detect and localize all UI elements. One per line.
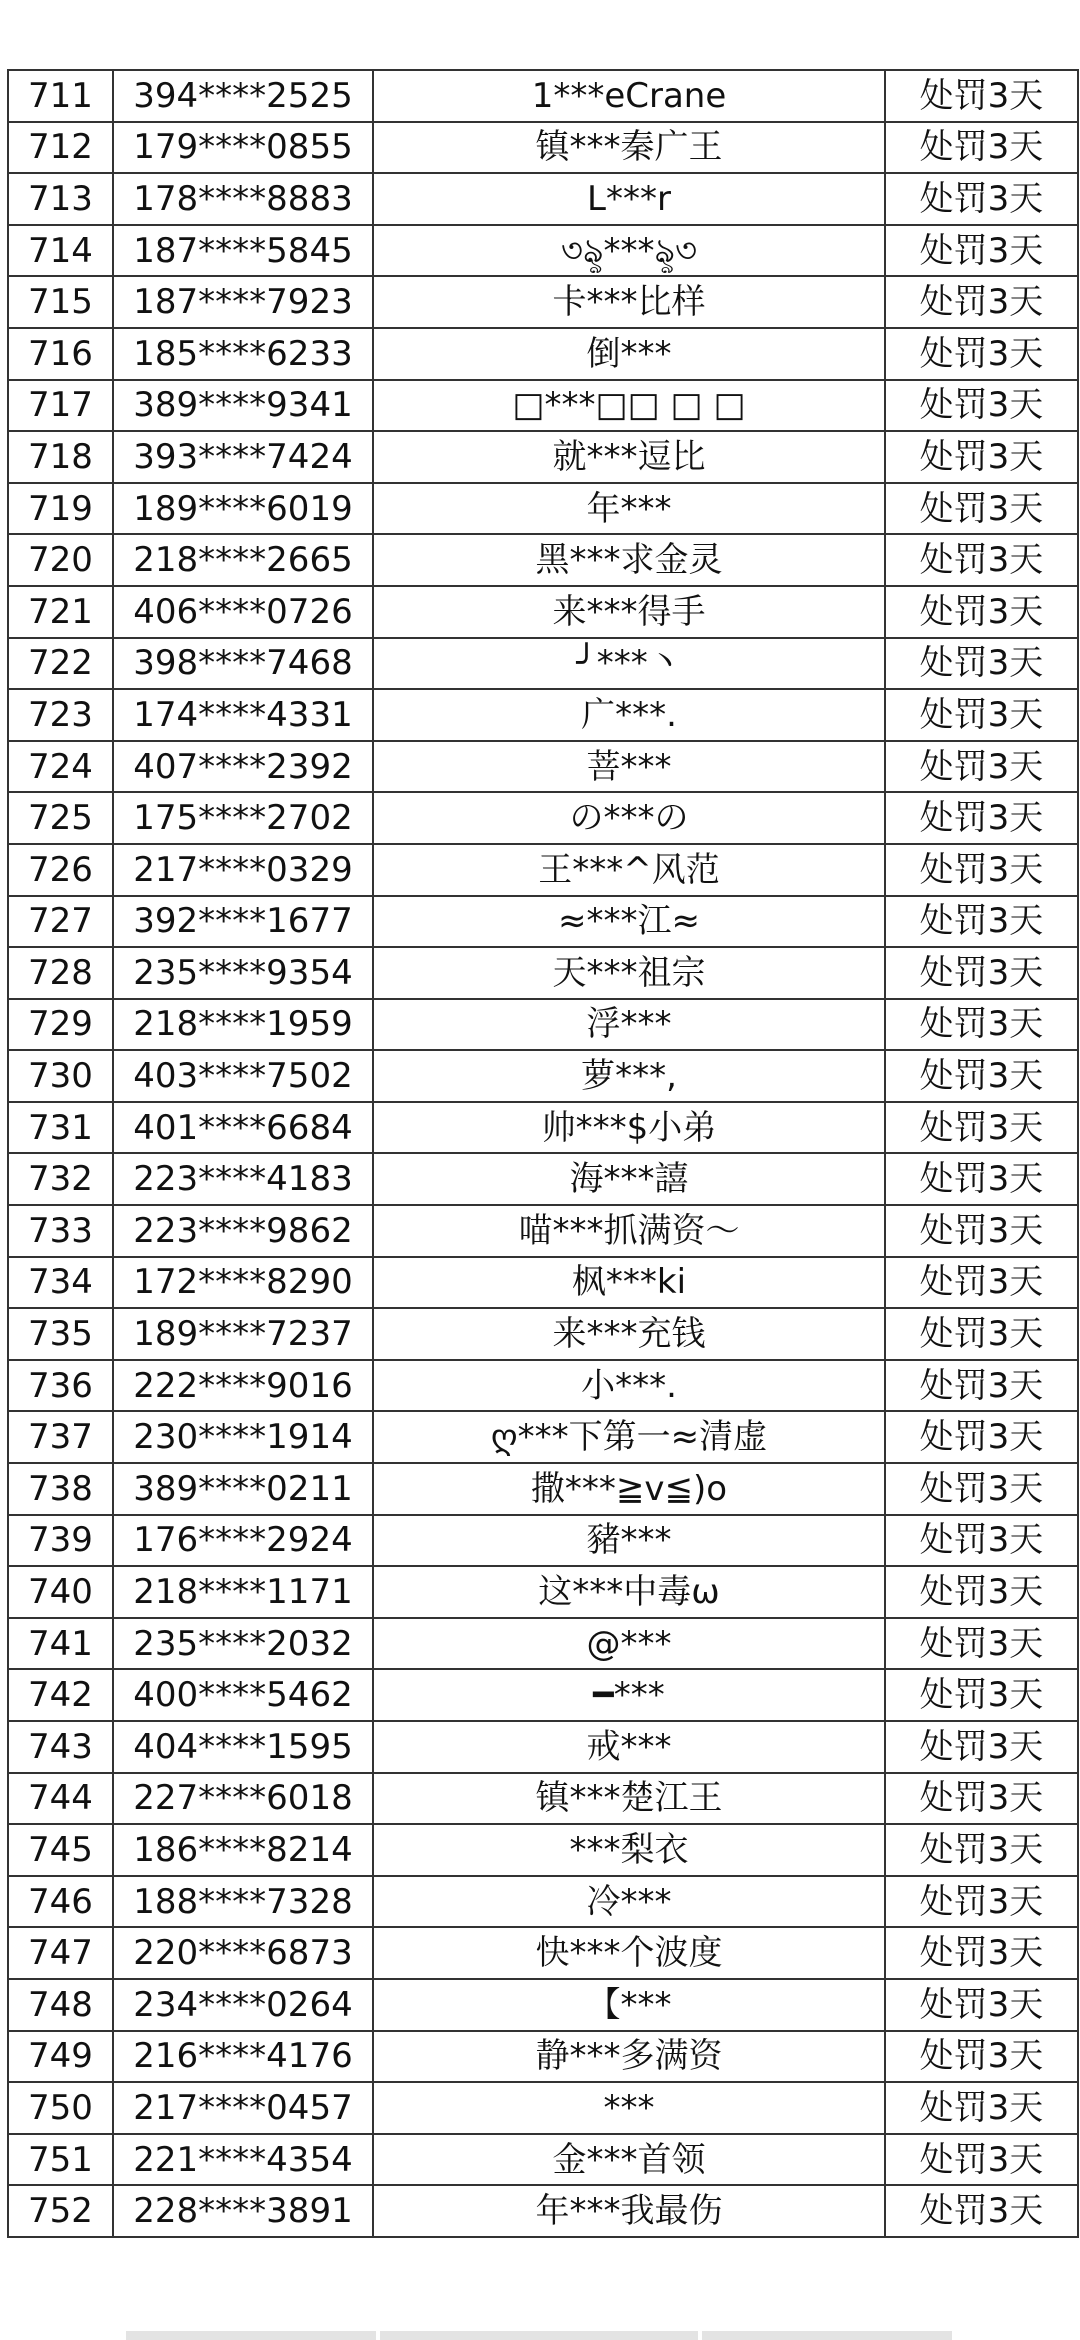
penalty-cell: 处罚3天 bbox=[885, 689, 1078, 741]
account-id-cell: 407****2392 bbox=[113, 741, 373, 793]
row-index-cell: 735 bbox=[8, 1308, 113, 1360]
account-id-cell: 187****5845 bbox=[113, 225, 373, 277]
nickname-cell: L***r bbox=[373, 173, 885, 225]
account-id-cell: 172****8290 bbox=[113, 1257, 373, 1309]
row-index-cell: 721 bbox=[8, 586, 113, 638]
table-row bbox=[8, 2031, 1078, 2083]
account-id-cell: 401****6684 bbox=[113, 1102, 373, 1154]
account-id-cell: 175****2702 bbox=[113, 792, 373, 844]
row-index-cell: 712 bbox=[8, 122, 113, 174]
table-body bbox=[8, 70, 1078, 2237]
nickname-cell: 金***首领 bbox=[373, 2134, 885, 2186]
nickname-cell: 浮*** bbox=[373, 999, 885, 1051]
penalty-cell: 处罚3天 bbox=[885, 1669, 1078, 1721]
row-index-cell: 728 bbox=[8, 947, 113, 999]
table-row bbox=[8, 1515, 1078, 1567]
nickname-cell: 卡***比样 bbox=[373, 276, 885, 328]
account-id-cell: 394****2525 bbox=[113, 70, 373, 122]
row-index-cell: 718 bbox=[8, 431, 113, 483]
penalty-cell: 处罚3天 bbox=[885, 276, 1078, 328]
nickname-cell: 广***. bbox=[373, 689, 885, 741]
table-row bbox=[8, 1773, 1078, 1825]
account-id-cell: 176****2924 bbox=[113, 1515, 373, 1567]
penalty-cell: 处罚3天 bbox=[885, 1153, 1078, 1205]
footer-bar-left bbox=[126, 2331, 376, 2340]
penalty-cell: 处罚3天 bbox=[885, 328, 1078, 380]
nickname-cell: の***の bbox=[373, 792, 885, 844]
penalty-cell: 处罚3天 bbox=[885, 2031, 1078, 2083]
table-row bbox=[8, 276, 1078, 328]
account-id-cell: 218****1171 bbox=[113, 1566, 373, 1618]
row-index-cell: 740 bbox=[8, 1566, 113, 1618]
row-index-cell: 716 bbox=[8, 328, 113, 380]
penalty-cell: 处罚3天 bbox=[885, 1773, 1078, 1825]
table-row bbox=[8, 173, 1078, 225]
penalty-cell: 处罚3天 bbox=[885, 638, 1078, 690]
account-id-cell: 234****0264 bbox=[113, 1979, 373, 2031]
table-row bbox=[8, 844, 1078, 896]
penalty-cell: 处罚3天 bbox=[885, 1927, 1078, 1979]
penalty-cell: 处罚3天 bbox=[885, 1360, 1078, 1412]
table-row bbox=[8, 1153, 1078, 1205]
row-index-cell: 731 bbox=[8, 1102, 113, 1154]
penalty-cell: 处罚3天 bbox=[885, 1308, 1078, 1360]
table-row bbox=[8, 947, 1078, 999]
row-index-cell: 749 bbox=[8, 2031, 113, 2083]
table-row bbox=[8, 689, 1078, 741]
account-id-cell: 174****4331 bbox=[113, 689, 373, 741]
account-id-cell: 179****0855 bbox=[113, 122, 373, 174]
table-row bbox=[8, 380, 1078, 432]
nickname-cell: 静***多满资 bbox=[373, 2031, 885, 2083]
account-id-cell: 217****0329 bbox=[113, 844, 373, 896]
row-index-cell: 750 bbox=[8, 2082, 113, 2134]
penalty-cell: 处罚3天 bbox=[885, 844, 1078, 896]
table-row bbox=[8, 2134, 1078, 2186]
account-id-cell: 389****9341 bbox=[113, 380, 373, 432]
table-row bbox=[8, 999, 1078, 1051]
account-id-cell: 389****0211 bbox=[113, 1463, 373, 1515]
row-index-cell: 724 bbox=[8, 741, 113, 793]
footer-bar-middle bbox=[380, 2331, 698, 2340]
account-id-cell: 235****9354 bbox=[113, 947, 373, 999]
penalty-cell: 处罚3天 bbox=[885, 999, 1078, 1051]
penalty-cell: 处罚3天 bbox=[885, 225, 1078, 277]
nickname-cell: 枫***ki bbox=[373, 1257, 885, 1309]
table-row bbox=[8, 328, 1078, 380]
penalty-cell: 处罚3天 bbox=[885, 1824, 1078, 1876]
nickname-cell: 来***充钱 bbox=[373, 1308, 885, 1360]
account-id-cell: 223****9862 bbox=[113, 1205, 373, 1257]
row-index-cell: 722 bbox=[8, 638, 113, 690]
nickname-cell: *** bbox=[373, 2082, 885, 2134]
table-row bbox=[8, 741, 1078, 793]
account-id-cell: 178****8883 bbox=[113, 173, 373, 225]
account-id-cell: 392****1677 bbox=[113, 896, 373, 948]
penalty-cell: 处罚3天 bbox=[885, 483, 1078, 535]
table-row bbox=[8, 896, 1078, 948]
account-id-cell: 404****1595 bbox=[113, 1721, 373, 1773]
nickname-cell: 喵***抓满资～ bbox=[373, 1205, 885, 1257]
penalty-cell: 处罚3天 bbox=[885, 896, 1078, 948]
row-index-cell: 733 bbox=[8, 1205, 113, 1257]
nickname-cell: 镇***楚江王 bbox=[373, 1773, 885, 1825]
account-id-cell: 398****7468 bbox=[113, 638, 373, 690]
table-row bbox=[8, 1411, 1078, 1463]
penalty-cell: 处罚3天 bbox=[885, 534, 1078, 586]
table-row bbox=[8, 1721, 1078, 1773]
nickname-cell: @*** bbox=[373, 1618, 885, 1670]
row-index-cell: 751 bbox=[8, 2134, 113, 2186]
table-row bbox=[8, 2082, 1078, 2134]
table-row bbox=[8, 1308, 1078, 1360]
account-id-cell: 222****9016 bbox=[113, 1360, 373, 1412]
nickname-cell: 豬*** bbox=[373, 1515, 885, 1567]
table-row bbox=[8, 122, 1078, 174]
row-index-cell: 743 bbox=[8, 1721, 113, 1773]
penalty-cell: 处罚3天 bbox=[885, 1515, 1078, 1567]
table-row bbox=[8, 1257, 1078, 1309]
row-index-cell: 744 bbox=[8, 1773, 113, 1825]
row-index-cell: 720 bbox=[8, 534, 113, 586]
nickname-cell: 王***^风范 bbox=[373, 844, 885, 896]
table-row bbox=[8, 638, 1078, 690]
nickname-cell: 小***. bbox=[373, 1360, 885, 1412]
row-index-cell: 739 bbox=[8, 1515, 113, 1567]
penalty-cell: 处罚3天 bbox=[885, 1566, 1078, 1618]
nickname-cell: 就***逗比 bbox=[373, 431, 885, 483]
table-row bbox=[8, 1102, 1078, 1154]
nickname-cell: ≈***江≈ bbox=[373, 896, 885, 948]
penalty-cell: 处罚3天 bbox=[885, 792, 1078, 844]
row-index-cell: 715 bbox=[8, 276, 113, 328]
nickname-cell: 镇***秦广王 bbox=[373, 122, 885, 174]
table-row bbox=[8, 1824, 1078, 1876]
nickname-cell: 年***我最伤 bbox=[373, 2185, 885, 2237]
row-index-cell: 741 bbox=[8, 1618, 113, 1670]
row-index-cell: 717 bbox=[8, 380, 113, 432]
penalty-cell: 处罚3天 bbox=[885, 173, 1078, 225]
row-index-cell: 729 bbox=[8, 999, 113, 1051]
account-id-cell: 186****8214 bbox=[113, 1824, 373, 1876]
nickname-cell: 戒*** bbox=[373, 1721, 885, 1773]
row-index-cell: 727 bbox=[8, 896, 113, 948]
nickname-cell: 天***祖宗 bbox=[373, 947, 885, 999]
account-id-cell: 218****1959 bbox=[113, 999, 373, 1051]
row-index-cell: 752 bbox=[8, 2185, 113, 2237]
row-index-cell: 747 bbox=[8, 1927, 113, 1979]
nickname-cell: 帅***$小弟 bbox=[373, 1102, 885, 1154]
table-row bbox=[8, 2185, 1078, 2237]
penalty-cell: 处罚3天 bbox=[885, 741, 1078, 793]
nickname-cell: 【*** bbox=[373, 1979, 885, 2031]
account-id-cell: 227****6018 bbox=[113, 1773, 373, 1825]
table-row bbox=[8, 70, 1078, 122]
row-index-cell: 734 bbox=[8, 1257, 113, 1309]
nickname-cell: 海***譆 bbox=[373, 1153, 885, 1205]
nickname-cell: 撒***≧v≦)o bbox=[373, 1463, 885, 1515]
penalty-cell: 处罚3天 bbox=[885, 431, 1078, 483]
nickname-cell: 年*** bbox=[373, 483, 885, 535]
account-id-cell: 393****7424 bbox=[113, 431, 373, 483]
nickname-cell: □***□□ □ □ bbox=[373, 380, 885, 432]
row-index-cell: 748 bbox=[8, 1979, 113, 2031]
account-id-cell: 189****6019 bbox=[113, 483, 373, 535]
table-row bbox=[8, 1360, 1078, 1412]
account-id-cell: 216****4176 bbox=[113, 2031, 373, 2083]
account-id-cell: 187****7923 bbox=[113, 276, 373, 328]
account-id-cell: 223****4183 bbox=[113, 1153, 373, 1205]
row-index-cell: 723 bbox=[8, 689, 113, 741]
penalty-cell: 处罚3天 bbox=[885, 2134, 1078, 2186]
nickname-cell: ***梨衣 bbox=[373, 1824, 885, 1876]
row-index-cell: 711 bbox=[8, 70, 113, 122]
nickname-cell: ৩ৡ***ৡ৩ bbox=[373, 225, 885, 277]
penalty-cell: 处罚3天 bbox=[885, 1876, 1078, 1928]
penalty-cell: 处罚3天 bbox=[885, 947, 1078, 999]
penalty-cell: 处罚3天 bbox=[885, 1618, 1078, 1670]
penalty-cell: 处罚3天 bbox=[885, 380, 1078, 432]
penalty-cell: 处罚3天 bbox=[885, 1979, 1078, 2031]
account-id-cell: 218****2665 bbox=[113, 534, 373, 586]
table-row bbox=[8, 1205, 1078, 1257]
row-index-cell: 713 bbox=[8, 173, 113, 225]
account-id-cell: 221****4354 bbox=[113, 2134, 373, 2186]
penalty-cell: 处罚3天 bbox=[885, 122, 1078, 174]
row-index-cell: 746 bbox=[8, 1876, 113, 1928]
table-row bbox=[8, 1979, 1078, 2031]
penalty-cell: 处罚3天 bbox=[885, 1102, 1078, 1154]
table-row bbox=[8, 1463, 1078, 1515]
row-index-cell: 745 bbox=[8, 1824, 113, 1876]
account-id-cell: 217****0457 bbox=[113, 2082, 373, 2134]
account-id-cell: 400****5462 bbox=[113, 1669, 373, 1721]
account-id-cell: 403****7502 bbox=[113, 1050, 373, 1102]
penalty-cell: 处罚3天 bbox=[885, 1050, 1078, 1102]
penalty-cell: 处罚3天 bbox=[885, 2082, 1078, 2134]
nickname-cell: ━*** bbox=[373, 1669, 885, 1721]
nickname-cell: 1***eCrane bbox=[373, 70, 885, 122]
row-index-cell: 730 bbox=[8, 1050, 113, 1102]
penalty-cell: 处罚3天 bbox=[885, 2185, 1078, 2237]
penalty-cell: 处罚3天 bbox=[885, 586, 1078, 638]
row-index-cell: 736 bbox=[8, 1360, 113, 1412]
penalty-list-table bbox=[7, 69, 1079, 2238]
row-index-cell: 742 bbox=[8, 1669, 113, 1721]
row-index-cell: 738 bbox=[8, 1463, 113, 1515]
penalty-cell: 处罚3天 bbox=[885, 70, 1078, 122]
row-index-cell: 725 bbox=[8, 792, 113, 844]
nickname-cell: 黑***求金灵 bbox=[373, 534, 885, 586]
nickname-cell: 快***个波度 bbox=[373, 1927, 885, 1979]
account-id-cell: 228****3891 bbox=[113, 2185, 373, 2237]
table-row bbox=[8, 1876, 1078, 1928]
row-index-cell: 732 bbox=[8, 1153, 113, 1205]
table-row bbox=[8, 1669, 1078, 1721]
nickname-cell: 来***得手 bbox=[373, 586, 885, 638]
penalty-cell: 处罚3天 bbox=[885, 1721, 1078, 1773]
nickname-cell: ╯***丶 bbox=[373, 638, 885, 690]
nickname-cell: 冷*** bbox=[373, 1876, 885, 1928]
table-row bbox=[8, 225, 1078, 277]
row-index-cell: 714 bbox=[8, 225, 113, 277]
penalty-cell: 处罚3天 bbox=[885, 1463, 1078, 1515]
table-row bbox=[8, 1050, 1078, 1102]
table-row bbox=[8, 431, 1078, 483]
account-id-cell: 188****7328 bbox=[113, 1876, 373, 1928]
row-index-cell: 737 bbox=[8, 1411, 113, 1463]
account-id-cell: 406****0726 bbox=[113, 586, 373, 638]
nickname-cell: 倒*** bbox=[373, 328, 885, 380]
penalty-cell: 处罚3天 bbox=[885, 1205, 1078, 1257]
table-row bbox=[8, 483, 1078, 535]
table-row bbox=[8, 1566, 1078, 1618]
account-id-cell: 220****6873 bbox=[113, 1927, 373, 1979]
account-id-cell: 235****2032 bbox=[113, 1618, 373, 1670]
nickname-cell: 萝***, bbox=[373, 1050, 885, 1102]
nickname-cell: ღ***下第一≈清虚 bbox=[373, 1411, 885, 1463]
nickname-cell: 菩*** bbox=[373, 741, 885, 793]
row-index-cell: 726 bbox=[8, 844, 113, 896]
table-row bbox=[8, 1927, 1078, 1979]
row-index-cell: 719 bbox=[8, 483, 113, 535]
account-id-cell: 230****1914 bbox=[113, 1411, 373, 1463]
table-row bbox=[8, 586, 1078, 638]
footer-bar-right bbox=[702, 2331, 952, 2340]
penalty-cell: 处罚3天 bbox=[885, 1411, 1078, 1463]
account-id-cell: 189****7237 bbox=[113, 1308, 373, 1360]
account-id-cell: 185****6233 bbox=[113, 328, 373, 380]
table-row bbox=[8, 792, 1078, 844]
table-row bbox=[8, 1618, 1078, 1670]
table-row bbox=[8, 534, 1078, 586]
nickname-cell: 这***中毒ω bbox=[373, 1566, 885, 1618]
penalty-cell: 处罚3天 bbox=[885, 1257, 1078, 1309]
